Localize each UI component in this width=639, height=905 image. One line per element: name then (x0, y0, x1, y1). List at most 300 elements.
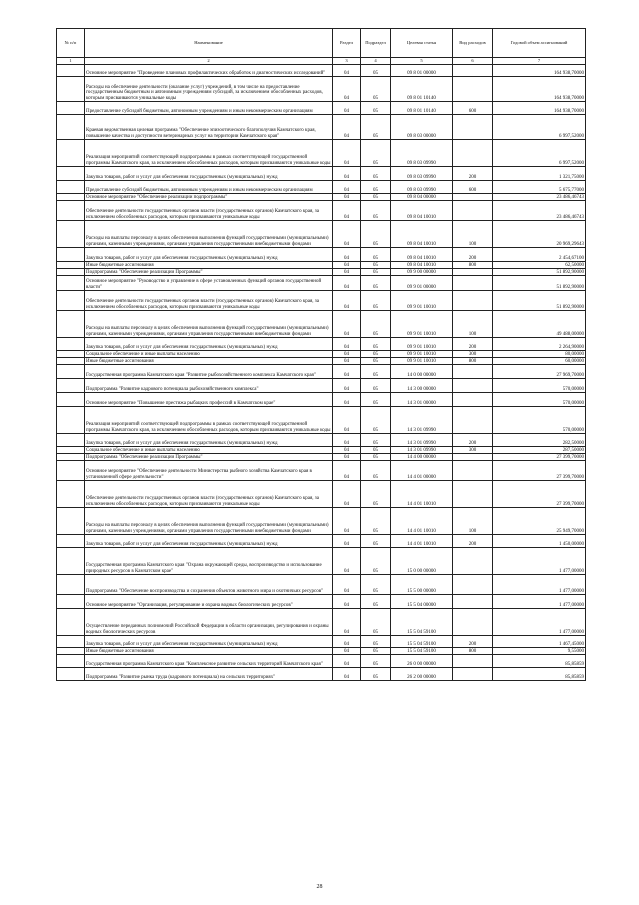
cell-amount: 164 938,70000 (493, 65, 586, 77)
cell-target: 09 8 04 00000 (391, 194, 453, 201)
cell-num (57, 481, 85, 508)
cell-vid (453, 194, 493, 201)
cell-num (57, 365, 85, 379)
table-row (57, 365, 586, 379)
column-number: 5 (391, 58, 453, 65)
cell-amount: 9,55000 (493, 648, 586, 655)
column-number: 2 (85, 58, 333, 65)
cell-target: 09 9 01 10010 (391, 338, 453, 351)
cell-podrazdel: 05 (361, 535, 391, 548)
cell-vid (453, 481, 493, 508)
cell-num (57, 668, 85, 681)
cell-podrazdel: 05 (361, 276, 391, 291)
cell-amount: 1 477,00000 (493, 548, 586, 575)
table-row (57, 548, 586, 575)
cell-razdel: 04 (333, 575, 361, 595)
cell-razdel: 04 (333, 351, 361, 358)
cell-num (57, 447, 85, 454)
cell-name: Иные бюджетные ассигнования (85, 262, 333, 269)
cell-num (57, 575, 85, 595)
cell-amount: 5 675,77000 (493, 181, 586, 194)
cell-name: Обеспечение деятельности государственных органов власти (государственных органов) Камчатского края, за исключением обособленных расходов, которым присваиваются уникальные коды (85, 481, 333, 508)
cell-target: 09 9 01 10010 (391, 291, 453, 311)
cell-target: 09 8 04 10010 (391, 221, 453, 248)
cell-name: Государственная программа Камчатского края "Развитие рыбохозяйственного комплекса Камчатского края" (85, 365, 333, 379)
cell-amount: 570,00000 (493, 379, 586, 393)
cell-num (57, 65, 85, 77)
cell-target: 14 3 01 00000 (391, 393, 453, 407)
cell-razdel: 04 (333, 102, 361, 115)
cell-name: Предоставление субсидий бюджетным, автономным учреждениям и иным некоммерческим организациям (85, 181, 333, 194)
cell-target: 14 3 00 00000 (391, 379, 453, 393)
table-row (57, 595, 586, 609)
cell-name: Предоставление субсидий бюджетным, автономным учреждениям и иным некоммерческим организациям (85, 102, 333, 115)
cell-name: Иные бюджетные ассигнования (85, 358, 333, 365)
cell-target: 14 4 01 10010 (391, 535, 453, 548)
table-row (57, 575, 586, 595)
cell-num (57, 655, 85, 668)
table-row (57, 102, 586, 115)
column-number: 1 (57, 58, 85, 65)
table-row (57, 447, 586, 454)
cell-target: 14 4 01 00000 (391, 461, 453, 481)
cell-name: Государственная программа Камчатского края "Комплексное развитие сельских территорий Камчатского края" (85, 655, 333, 668)
column-number-row (57, 58, 586, 65)
cell-target: 09 8 04 10010 (391, 262, 453, 269)
cell-razdel: 04 (333, 548, 361, 575)
cell-razdel: 04 (333, 140, 361, 167)
cell-target: 26 2 00 00000 (391, 668, 453, 681)
table-row (57, 248, 586, 262)
cell-razdel: 04 (333, 636, 361, 648)
cell-razdel: 04 (333, 115, 361, 140)
cell-amount: 1 450,00000 (493, 535, 586, 548)
cell-amount: 27 399,70000 (493, 481, 586, 508)
cell-name: Расходы на выплаты персоналу в целях обеспечения выполнения функций государственными (муниципальными) органами, казенными учреждениями, органами управления государственными внебюджетными фондами (85, 221, 333, 248)
cell-num (57, 167, 85, 181)
cell-name: Реализация мероприятий соответствующей подпрограммы в рамках соответствующей государственной программы Камчатского края, за исключением обособленных расходов, которым присваиваются уникальные коды (85, 140, 333, 167)
cell-razdel: 04 (333, 338, 361, 351)
cell-podrazdel: 05 (361, 454, 391, 461)
cell-razdel: 04 (333, 461, 361, 481)
cell-name: Социальное обеспечение и иные выплаты населению (85, 447, 333, 454)
cell-name: Расходы на выплаты персоналу в целях обеспечения выполнения функций государственными (муниципальными) органами, казенными учреждениями, органами управления государственными внебюджетными фондами (85, 508, 333, 535)
cell-vid (453, 595, 493, 609)
cell-vid: 800 (453, 358, 493, 365)
table-row (57, 481, 586, 508)
cell-target: 14 4 00 00000 (391, 454, 453, 461)
table-row (57, 269, 586, 276)
cell-vid (453, 454, 493, 461)
cell-amount: 1 321,75000 (493, 167, 586, 181)
cell-amount: 51 892,90000 (493, 269, 586, 276)
cell-vid (453, 77, 493, 102)
cell-num (57, 338, 85, 351)
cell-amount: 164 938,70000 (493, 77, 586, 102)
cell-vid: 800 (453, 648, 493, 655)
header-name: Наименование (85, 29, 333, 58)
table-row (57, 65, 586, 77)
cell-vid: 100 (453, 508, 493, 535)
cell-num (57, 276, 85, 291)
cell-vid: 200 (453, 338, 493, 351)
cell-num (57, 434, 85, 447)
cell-target: 15 5 04 00000 (391, 595, 453, 609)
cell-name: Закупка товаров, работ и услуг для обеспечения государственных (муниципальных) нужд (85, 338, 333, 351)
cell-podrazdel: 05 (361, 65, 391, 77)
table-row (57, 454, 586, 461)
cell-name: Подпрограмма "Обеспечение реализации Программы" (85, 454, 333, 461)
cell-vid (453, 269, 493, 276)
cell-vid: 300 (453, 351, 493, 358)
cell-amount: 51 892,90000 (493, 291, 586, 311)
cell-target: 09 8 03 09990 (391, 140, 453, 167)
cell-target: 14 3 01 09990 (391, 407, 453, 434)
cell-name: Подпрограмма "Развитие рынка труда (кадрового потенциала) на сельских территориях" (85, 668, 333, 681)
cell-target: 14 4 01 10010 (391, 508, 453, 535)
cell-vid (453, 115, 493, 140)
cell-amount: 1 477,00000 (493, 595, 586, 609)
cell-name: Основное мероприятие "Организация, регулирование и охрана водных биологических ресурсов" (85, 595, 333, 609)
table-row (57, 393, 586, 407)
cell-razdel: 04 (333, 454, 361, 461)
cell-vid (453, 655, 493, 668)
cell-name: Закупка товаров, работ и услуг для обеспечения государственных (муниципальных) нужд (85, 636, 333, 648)
cell-amount: 60,00000 (493, 358, 586, 365)
header-podrazdel: Подраздел (361, 29, 391, 58)
cell-razdel: 04 (333, 248, 361, 262)
cell-vid: 200 (453, 248, 493, 262)
cell-vid (453, 393, 493, 407)
cell-vid (453, 548, 493, 575)
cell-podrazdel: 05 (361, 668, 391, 681)
page-number: 28 (316, 884, 323, 890)
cell-razdel: 04 (333, 508, 361, 535)
cell-num (57, 351, 85, 358)
table-row (57, 668, 586, 681)
cell-num (57, 393, 85, 407)
cell-razdel: 04 (333, 407, 361, 434)
cell-target: 09 8 03 00000 (391, 115, 453, 140)
cell-razdel: 04 (333, 291, 361, 311)
cell-num (57, 379, 85, 393)
cell-vid: 300 (453, 447, 493, 454)
cell-name: Обеспечение деятельности государственных органов власти (государственных органов) Камчатского края, за исключением обособленных расходов, которым присваиваются уникальные коды (85, 291, 333, 311)
cell-name: Основное мероприятие "Обеспечение реализации подпрограммы" (85, 194, 333, 201)
header-number: № п/п (57, 29, 85, 58)
cell-name: Государственная программа Камчатского края "Охрана окружающей среды, воспроизводство и использование природных ресурсов в Камчатском крае" (85, 548, 333, 575)
cell-name: Реализация мероприятий соответствующей подпрограммы в рамках соответствующей государственной программы Камчатского края, за исключением обособленных расходов, которым присваиваются уникальные коды (85, 407, 333, 434)
cell-vid (453, 201, 493, 221)
table-row (57, 311, 586, 338)
cell-razdel: 04 (333, 221, 361, 248)
cell-name: Основное мероприятие "Повышение престижа рыбацких профессий в Камчатском крае" (85, 393, 333, 407)
cell-num (57, 221, 85, 248)
cell-vid: 800 (453, 262, 493, 269)
cell-target: 09 9 01 10010 (391, 351, 453, 358)
cell-target: 09 9 01 00000 (391, 276, 453, 291)
cell-podrazdel: 05 (361, 379, 391, 393)
cell-podrazdel: 05 (361, 140, 391, 167)
table-row (57, 276, 586, 291)
cell-podrazdel: 05 (361, 77, 391, 102)
column-number: 7 (493, 58, 586, 65)
table-row (57, 351, 586, 358)
cell-target: 09 8 04 10010 (391, 201, 453, 221)
cell-num (57, 194, 85, 201)
cell-razdel: 04 (333, 655, 361, 668)
cell-podrazdel: 05 (361, 338, 391, 351)
cell-podrazdel: 05 (361, 102, 391, 115)
header-razdel: Раздел (333, 29, 361, 58)
cell-vid: 600 (453, 181, 493, 194)
cell-target: 14 3 01 09990 (391, 447, 453, 454)
cell-razdel: 04 (333, 393, 361, 407)
cell-podrazdel: 05 (361, 461, 391, 481)
cell-target: 09 8 01 10140 (391, 77, 453, 102)
cell-name: Закупка товаров, работ и услуг для обеспечения государственных (муниципальных) нужд (85, 248, 333, 262)
cell-num (57, 358, 85, 365)
cell-vid: 600 (453, 102, 493, 115)
cell-vid (453, 365, 493, 379)
cell-target: 09 9 00 00000 (391, 269, 453, 276)
cell-num (57, 595, 85, 609)
cell-vid: 200 (453, 167, 493, 181)
cell-razdel: 04 (333, 434, 361, 447)
cell-razdel: 04 (333, 595, 361, 609)
table-row (57, 358, 586, 365)
cell-razdel: 04 (333, 447, 361, 454)
cell-target: 09 8 01 10140 (391, 102, 453, 115)
table-row (57, 407, 586, 434)
cell-amount: 27 969,70000 (493, 365, 586, 379)
cell-podrazdel: 05 (361, 508, 391, 535)
cell-podrazdel: 05 (361, 248, 391, 262)
cell-num (57, 291, 85, 311)
cell-target: 26 0 00 00000 (391, 655, 453, 668)
cell-amount: 570,00000 (493, 393, 586, 407)
table-row (57, 194, 586, 201)
cell-num (57, 248, 85, 262)
cell-razdel: 04 (333, 358, 361, 365)
cell-target: 15 0 00 00000 (391, 548, 453, 575)
table-row (57, 291, 586, 311)
cell-vid: 200 (453, 535, 493, 548)
header-vid: Вид расходов (453, 29, 493, 58)
cell-amount: 27 399,70000 (493, 454, 586, 461)
cell-amount: 20 969,29643 (493, 221, 586, 248)
cell-razdel: 04 (333, 201, 361, 221)
column-number: 3 (333, 58, 361, 65)
cell-amount: 80,00000 (493, 351, 586, 358)
cell-podrazdel: 05 (361, 548, 391, 575)
table-row (57, 508, 586, 535)
cell-target: 09 9 01 10010 (391, 311, 453, 338)
cell-target: 14 3 01 09990 (391, 434, 453, 447)
cell-podrazdel: 05 (361, 269, 391, 276)
cell-target: 14 4 01 10010 (391, 481, 453, 508)
header-target: Целевая статья (391, 29, 453, 58)
table-row (57, 221, 586, 248)
cell-name: Обеспечение деятельности государственных органов власти (государственных органов) Камчатского края, за исключением обособленных расходов, которым присваиваются уникальные коды (85, 201, 333, 221)
cell-num (57, 181, 85, 194)
table-row (57, 655, 586, 668)
table-row (57, 115, 586, 140)
cell-amount: 23 486,46743 (493, 194, 586, 201)
cell-vid: 200 (453, 434, 493, 447)
cell-podrazdel: 05 (361, 365, 391, 379)
cell-razdel: 04 (333, 609, 361, 636)
cell-podrazdel: 05 (361, 393, 391, 407)
table-body (57, 65, 586, 681)
cell-razdel: 04 (333, 167, 361, 181)
cell-razdel: 04 (333, 65, 361, 77)
cell-target: 15 5 04 59100 (391, 609, 453, 636)
cell-vid: 200 (453, 636, 493, 648)
cell-podrazdel: 05 (361, 575, 391, 595)
cell-amount: 2 454,67100 (493, 248, 586, 262)
cell-num (57, 102, 85, 115)
cell-podrazdel: 05 (361, 167, 391, 181)
table-row (57, 167, 586, 181)
cell-name: Социальное обеспечение и иные выплаты населению (85, 351, 333, 358)
cell-amount: 62,50000 (493, 262, 586, 269)
cell-amount: 51 892,90000 (493, 276, 586, 291)
cell-podrazdel: 05 (361, 262, 391, 269)
cell-amount: 49 488,00000 (493, 311, 586, 338)
table-row (57, 262, 586, 269)
cell-target: 09 9 01 10010 (391, 358, 453, 365)
cell-num (57, 262, 85, 269)
cell-num (57, 461, 85, 481)
cell-amount: 1 477,00000 (493, 609, 586, 636)
budget-table (56, 28, 586, 681)
cell-podrazdel: 05 (361, 181, 391, 194)
cell-target: 15 5 04 59100 (391, 648, 453, 655)
cell-num (57, 609, 85, 636)
table-row (57, 461, 586, 481)
cell-vid (453, 65, 493, 77)
cell-vid (453, 668, 493, 681)
table-row (57, 77, 586, 102)
column-number: 4 (361, 58, 391, 65)
cell-podrazdel: 05 (361, 115, 391, 140)
cell-podrazdel: 05 (361, 221, 391, 248)
cell-num (57, 407, 85, 434)
cell-vid (453, 407, 493, 434)
cell-amount: 1 467,45000 (493, 636, 586, 648)
cell-vid (453, 291, 493, 311)
cell-name: Подпрограмма "Обеспечение реализации Программы" (85, 269, 333, 276)
cell-podrazdel: 05 (361, 291, 391, 311)
cell-podrazdel: 05 (361, 358, 391, 365)
cell-razdel: 04 (333, 276, 361, 291)
cell-target: 09 8 03 09990 (391, 167, 453, 181)
cell-razdel: 04 (333, 269, 361, 276)
cell-num (57, 269, 85, 276)
cell-name: Расходы на выплаты персоналу в целях обеспечения выполнения функций государственными (муниципальными) органами, казенными учреждениями, органами управления государственными внебюджетными фондами (85, 311, 333, 338)
cell-target: 15 5 00 00000 (391, 575, 453, 595)
cell-podrazdel: 05 (361, 595, 391, 609)
cell-amount: 1 477,00000 (493, 575, 586, 595)
cell-amount: 287,50000 (493, 447, 586, 454)
cell-amount: 2 264,90000 (493, 338, 586, 351)
cell-vid (453, 609, 493, 636)
cell-razdel: 04 (333, 262, 361, 269)
cell-podrazdel: 05 (361, 311, 391, 338)
cell-amount: 23 486,46743 (493, 201, 586, 221)
cell-name: Расходы на обеспечение деятельности (оказание услуг) учреждений, в том числе на предоставление государственным бюджетным и автономным учреждениям субсидий, за исключением обособленных расходов, которым присваиваются уникальные коды (85, 77, 333, 102)
cell-podrazdel: 05 (361, 447, 391, 454)
cell-podrazdel: 05 (361, 655, 391, 668)
table-row (57, 338, 586, 351)
cell-amount: 164 938,70000 (493, 102, 586, 115)
cell-name: Краевая ведомственная целевая программа "Обеспечение эпизоотического благополучия Камчатского края, повышение качества и доступности ветеринарных услуг на территории Камчатского края" (85, 115, 333, 140)
cell-num (57, 535, 85, 548)
cell-razdel: 04 (333, 481, 361, 508)
cell-num (57, 311, 85, 338)
cell-podrazdel: 05 (361, 351, 391, 358)
cell-vid: 100 (453, 311, 493, 338)
table-row (57, 636, 586, 648)
cell-target: 14 0 00 00000 (391, 365, 453, 379)
cell-num (57, 648, 85, 655)
cell-name: Подпрограмма "Развитие кадрового потенциала рыбохозяйственного комплекса" (85, 379, 333, 393)
cell-razdel: 04 (333, 535, 361, 548)
cell-name: Осуществление переданных полномочий Российской Федерации в области организации, регулирования и охраны водных биологических ресурсов (85, 609, 333, 636)
cell-podrazdel: 05 (361, 407, 391, 434)
cell-target: 09 8 03 09990 (391, 181, 453, 194)
cell-razdel: 04 (333, 311, 361, 338)
cell-vid (453, 461, 493, 481)
table-row (57, 535, 586, 548)
cell-name: Закупка товаров, работ и услуг для обеспечения государственных (муниципальных) нужд (85, 535, 333, 548)
cell-podrazdel: 05 (361, 636, 391, 648)
cell-amount: 85,85859 (493, 668, 586, 681)
cell-amount: 6 997,52000 (493, 140, 586, 167)
cell-razdel: 04 (333, 181, 361, 194)
cell-podrazdel: 05 (361, 481, 391, 508)
cell-razdel: 04 (333, 77, 361, 102)
cell-num (57, 636, 85, 648)
cell-name: Основное мероприятие "Обеспечение деятельности Министерства рыбного хозяйства Камчатского края в установленной сфере деятельности" (85, 461, 333, 481)
cell-vid (453, 140, 493, 167)
cell-razdel: 04 (333, 379, 361, 393)
cell-num (57, 548, 85, 575)
cell-razdel: 04 (333, 668, 361, 681)
table-row (57, 609, 586, 636)
cell-name: Основное мероприятие "Руководство и управление в сфере установленных функций органов государственной власти" (85, 276, 333, 291)
cell-target: 09 8 01 00000 (391, 65, 453, 77)
cell-target: 09 8 04 10010 (391, 248, 453, 262)
cell-amount: 570,00000 (493, 407, 586, 434)
cell-razdel: 04 (333, 648, 361, 655)
table-row (57, 434, 586, 447)
cell-target: 15 5 04 59100 (391, 636, 453, 648)
cell-razdel: 04 (333, 365, 361, 379)
cell-num (57, 77, 85, 102)
cell-num (57, 201, 85, 221)
cell-razdel: 04 (333, 194, 361, 201)
cell-name: Иные бюджетные ассигнования (85, 648, 333, 655)
cell-amount: 282,50000 (493, 434, 586, 447)
cell-num (57, 140, 85, 167)
cell-num (57, 454, 85, 461)
cell-vid (453, 575, 493, 595)
cell-amount: 25 949,70000 (493, 508, 586, 535)
cell-vid (453, 276, 493, 291)
cell-podrazdel: 05 (361, 194, 391, 201)
